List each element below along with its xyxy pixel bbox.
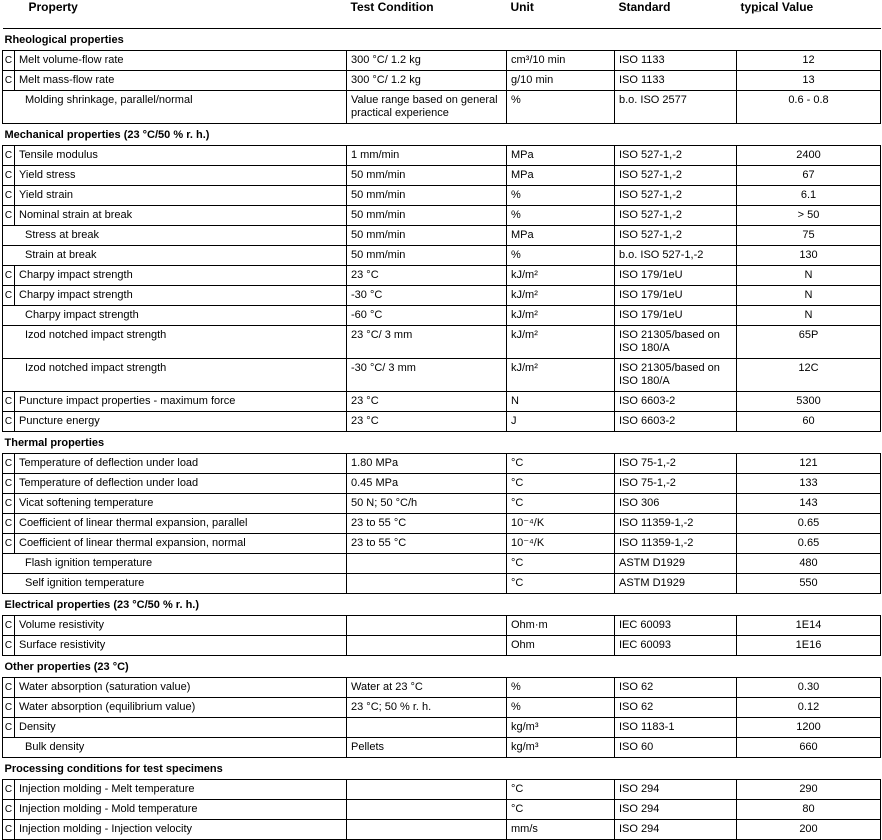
cell-property (3, 51, 347, 71)
header-property: Property (28, 0, 78, 14)
property-name: Charpy impact strength (25, 309, 139, 321)
cell-test-condition: Value range based on general practical experience (347, 91, 507, 124)
section-title: Rheological properties (3, 29, 881, 51)
cell-unit: kg/m³ (507, 738, 615, 758)
table-row (3, 412, 881, 432)
cell-unit: °C (507, 474, 615, 494)
cell-typical-value: 290 (737, 780, 881, 800)
table-row (3, 186, 881, 206)
calculable-flag: C (3, 698, 15, 717)
cell-typical-value: 12C (737, 359, 881, 392)
cell-typical-value: 550 (737, 574, 881, 594)
cell-unit: kJ/m² (507, 326, 615, 359)
cell-standard: ISO 527-1,-2 (615, 206, 737, 226)
calculable-flag (3, 91, 15, 110)
table-row (3, 326, 881, 359)
cell-typical-value: 0.6 - 0.8 (737, 91, 881, 124)
table-row (3, 266, 881, 286)
cell-test-condition: -30 °C/ 3 mm (347, 359, 507, 392)
property-name: Tensile modulus (19, 149, 98, 161)
table-row (3, 246, 881, 266)
cell-unit: °C (507, 494, 615, 514)
cell-standard: ISO 294 (615, 780, 737, 800)
cell-unit: g/10 min (507, 71, 615, 91)
calculable-flag: C (3, 636, 15, 655)
calculable-flag (3, 359, 15, 378)
cell-test-condition: 23 °C (347, 392, 507, 412)
cell-standard: ISO 527-1,-2 (615, 226, 737, 246)
cell-unit: kg/m³ (507, 718, 615, 738)
cell-property (3, 780, 347, 800)
cell-unit: MPa (507, 146, 615, 166)
property-name: Volume resistivity (19, 619, 104, 631)
table-row (3, 286, 881, 306)
cell-standard: ISO 179/1eU (615, 306, 737, 326)
section-title: Processing conditions for test specimens (3, 758, 881, 780)
property-name: Bulk density (25, 741, 85, 753)
property-name: Izod notched impact strength (25, 362, 167, 374)
table-row (3, 206, 881, 226)
cell-typical-value: 5300 (737, 392, 881, 412)
cell-typical-value: 0.30 (737, 678, 881, 698)
table-row (3, 534, 881, 554)
cell-property (3, 166, 347, 186)
header-typical-value (737, 0, 881, 29)
property-name: Melt volume-flow rate (19, 54, 124, 66)
header-typical-value-label: typical Value (740, 0, 814, 14)
cell-test-condition (347, 616, 507, 636)
calculable-flag: C (3, 514, 15, 533)
cell-test-condition (347, 574, 507, 594)
property-name: Temperature of deflection under load (19, 457, 199, 469)
cell-unit: % (507, 91, 615, 124)
cell-standard: b.o. ISO 2577 (615, 91, 737, 124)
cell-typical-value: N (737, 266, 881, 286)
header-standard: Standard (618, 0, 671, 14)
table-row (3, 718, 881, 738)
calculable-flag: C (3, 71, 15, 90)
section-heading-row (3, 656, 881, 678)
cell-test-condition: 23 °C; 50 % r. h. (347, 698, 507, 718)
cell-property (3, 738, 347, 758)
cell-property (3, 359, 347, 392)
property-name: Density (19, 721, 56, 733)
table-row (3, 636, 881, 656)
cell-test-condition (347, 718, 507, 738)
cell-property (3, 554, 347, 574)
table-row (3, 226, 881, 246)
property-name: Charpy impact strength (19, 269, 133, 281)
property-name: Melt mass-flow rate (19, 74, 115, 86)
cell-typical-value: 143 (737, 494, 881, 514)
section-title: Mechanical properties (23 °C/50 % r. h.) (3, 124, 881, 146)
calculable-flag: C (3, 51, 15, 70)
table-row (3, 454, 881, 474)
cell-property (3, 246, 347, 266)
cell-typical-value: 660 (737, 738, 881, 758)
cell-test-condition: -30 °C (347, 286, 507, 306)
table-row (3, 738, 881, 758)
property-name: Nominal strain at break (19, 209, 133, 221)
cell-test-condition: 50 mm/min (347, 226, 507, 246)
cell-test-condition: 23 °C (347, 266, 507, 286)
property-name: Surface resistivity (19, 639, 106, 651)
table-row (3, 91, 881, 124)
header-test-condition: Test Condition (350, 0, 434, 14)
cell-standard: ISO 62 (615, 698, 737, 718)
calculable-flag: C (3, 266, 15, 285)
cell-unit: kJ/m² (507, 266, 615, 286)
cell-standard: ISO 527-1,-2 (615, 186, 737, 206)
property-name: Stress at break (25, 229, 99, 241)
cell-property (3, 91, 347, 124)
cell-unit: kJ/m² (507, 286, 615, 306)
cell-typical-value: 65P (737, 326, 881, 359)
cell-unit: °C (507, 800, 615, 820)
cell-standard: ISO 21305/based on ISO 180/A (615, 359, 737, 392)
cell-typical-value: N (737, 286, 881, 306)
cell-standard: ISO 11359-1,-2 (615, 534, 737, 554)
property-name: Coefficient of linear thermal expansion, parallel (19, 517, 248, 529)
header-unit: Unit (510, 0, 534, 14)
cell-test-condition: 300 °C/ 1.2 kg (347, 51, 507, 71)
cell-typical-value: 13 (737, 71, 881, 91)
cell-typical-value: 80 (737, 800, 881, 820)
calculable-flag: C (3, 494, 15, 513)
calculable-flag: C (3, 166, 15, 185)
cell-property (3, 636, 347, 656)
table-row (3, 554, 881, 574)
cell-typical-value: 1E14 (737, 616, 881, 636)
table-row (3, 166, 881, 186)
table-row (3, 146, 881, 166)
cell-standard: ISO 527-1,-2 (615, 166, 737, 186)
cell-unit: % (507, 678, 615, 698)
cell-standard: ISO 1133 (615, 51, 737, 71)
table-row (3, 574, 881, 594)
cell-property (3, 494, 347, 514)
calculable-flag (3, 246, 15, 265)
property-name: Yield stress (19, 169, 76, 181)
cell-test-condition: 50 mm/min (347, 206, 507, 226)
cell-property (3, 71, 347, 91)
table-row (3, 392, 881, 412)
property-name: Molding shrinkage, parallel/normal (25, 94, 193, 106)
cell-property (3, 800, 347, 820)
calculable-flag: C (3, 186, 15, 205)
section-heading-row (3, 124, 881, 146)
cell-unit: MPa (507, 166, 615, 186)
table-header-row (3, 0, 881, 29)
cell-typical-value: 60 (737, 412, 881, 432)
cell-test-condition: 23 °C (347, 412, 507, 432)
cell-property (3, 266, 347, 286)
cell-unit: Ohm (507, 636, 615, 656)
cell-standard: ISO 179/1eU (615, 286, 737, 306)
cell-test-condition (347, 636, 507, 656)
cell-standard: ISO 1183-1 (615, 718, 737, 738)
cell-property (3, 534, 347, 554)
cell-property (3, 514, 347, 534)
calculable-flag: C (3, 412, 15, 431)
cell-unit: % (507, 206, 615, 226)
property-name: Puncture impact properties - maximum force (19, 395, 236, 407)
cell-property (3, 698, 347, 718)
section-title: Other properties (23 °C) (3, 656, 881, 678)
cell-property (3, 206, 347, 226)
calculable-flag (3, 738, 15, 757)
property-name: Coefficient of linear thermal expansion, normal (19, 537, 246, 549)
cell-test-condition: 50 mm/min (347, 166, 507, 186)
table-row (3, 494, 881, 514)
calculable-flag (3, 306, 15, 325)
cell-property (3, 474, 347, 494)
cell-standard: ISO 75-1,-2 (615, 454, 737, 474)
cell-typical-value: 6.1 (737, 186, 881, 206)
calculable-flag: C (3, 820, 15, 839)
cell-test-condition (347, 820, 507, 840)
cell-standard: ISO 294 (615, 800, 737, 820)
calculable-flag: C (3, 780, 15, 799)
cell-property (3, 146, 347, 166)
calculable-flag: C (3, 392, 15, 411)
calculable-flag: C (3, 286, 15, 305)
calculable-flag: C (3, 474, 15, 493)
calculable-flag (3, 326, 15, 345)
property-name: Self ignition temperature (25, 577, 145, 589)
cell-property (3, 820, 347, 840)
property-name: Injection molding - Mold temperature (19, 803, 198, 815)
property-name: Izod notched impact strength (25, 329, 167, 341)
cell-property (3, 392, 347, 412)
cell-typical-value: 130 (737, 246, 881, 266)
properties-table (2, 0, 881, 840)
table-row (3, 514, 881, 534)
cell-typical-value: 0.65 (737, 534, 881, 554)
cell-standard: ISO 62 (615, 678, 737, 698)
calculable-flag (3, 554, 15, 573)
cell-typical-value: 2400 (737, 146, 881, 166)
cell-standard: ISO 11359-1,-2 (615, 514, 737, 534)
cell-typical-value: > 50 (737, 206, 881, 226)
cell-standard: ISO 294 (615, 820, 737, 840)
cell-property (3, 718, 347, 738)
cell-unit: J (507, 412, 615, 432)
cell-typical-value: 75 (737, 226, 881, 246)
property-name: Charpy impact strength (19, 289, 133, 301)
cell-unit: % (507, 186, 615, 206)
cell-test-condition: 1.80 MPa (347, 454, 507, 474)
calculable-flag: C (3, 800, 15, 819)
cell-unit: mm/s (507, 820, 615, 840)
cell-property (3, 286, 347, 306)
property-name: Water absorption (equilibrium value) (19, 701, 196, 713)
cell-unit: 10⁻⁴/K (507, 534, 615, 554)
cell-unit: 10⁻⁴/K (507, 514, 615, 534)
cell-standard: IEC 60093 (615, 636, 737, 656)
cell-unit: kJ/m² (507, 306, 615, 326)
cell-standard: ISO 1133 (615, 71, 737, 91)
cell-property (3, 454, 347, 474)
cell-test-condition: 50 mm/min (347, 186, 507, 206)
cell-standard: ISO 21305/based on ISO 180/A (615, 326, 737, 359)
property-name: Water absorption (saturation value) (19, 681, 191, 693)
table-row (3, 51, 881, 71)
section-title: Thermal properties (3, 432, 881, 454)
section-heading-row (3, 594, 881, 616)
cell-property (3, 186, 347, 206)
cell-standard: b.o. ISO 527-1,-2 (615, 246, 737, 266)
cell-test-condition (347, 780, 507, 800)
cell-test-condition: -60 °C (347, 306, 507, 326)
cell-typical-value: 480 (737, 554, 881, 574)
cell-unit: N (507, 392, 615, 412)
cell-unit: °C (507, 780, 615, 800)
cell-unit: MPa (507, 226, 615, 246)
header-typical-value-sub: ¯ (754, 11, 761, 23)
cell-unit: °C (507, 574, 615, 594)
cell-unit: °C (507, 554, 615, 574)
cell-test-condition: Pellets (347, 738, 507, 758)
cell-typical-value: 0.65 (737, 514, 881, 534)
cell-unit: % (507, 246, 615, 266)
cell-test-condition: 300 °C/ 1.2 kg (347, 71, 507, 91)
cell-standard: ISO 527-1,-2 (615, 146, 737, 166)
table-row (3, 820, 881, 840)
calculable-flag: C (3, 678, 15, 697)
cell-test-condition: 50 N; 50 °C/h (347, 494, 507, 514)
cell-test-condition: 0.45 MPa (347, 474, 507, 494)
table-row (3, 698, 881, 718)
calculable-flag (3, 226, 15, 245)
table-row (3, 359, 881, 392)
cell-test-condition: 50 mm/min (347, 246, 507, 266)
cell-typical-value: N (737, 306, 881, 326)
section-title: Electrical properties (23 °C/50 % r. h.) (3, 594, 881, 616)
cell-standard: ISO 306 (615, 494, 737, 514)
cell-property (3, 326, 347, 359)
calculable-flag: C (3, 454, 15, 473)
table-row (3, 800, 881, 820)
calculable-flag (3, 574, 15, 593)
calculable-flag: C (3, 534, 15, 553)
cell-typical-value: 1E16 (737, 636, 881, 656)
property-name: Strain at break (25, 249, 97, 261)
table-row (3, 306, 881, 326)
cell-standard: IEC 60093 (615, 616, 737, 636)
cell-test-condition: Water at 23 °C (347, 678, 507, 698)
property-name: Vicat softening temperature (19, 497, 154, 509)
calculable-flag: C (3, 206, 15, 225)
cell-property (3, 306, 347, 326)
section-heading-row (3, 758, 881, 780)
cell-unit: kJ/m² (507, 359, 615, 392)
table-row (3, 474, 881, 494)
cell-test-condition: 1 mm/min (347, 146, 507, 166)
cell-standard: ISO 60 (615, 738, 737, 758)
cell-test-condition (347, 800, 507, 820)
property-name: Puncture energy (19, 415, 100, 427)
table-row (3, 71, 881, 91)
cell-standard: ISO 75-1,-2 (615, 474, 737, 494)
cell-property (3, 226, 347, 246)
cell-unit: % (507, 698, 615, 718)
table-row (3, 616, 881, 636)
cell-property (3, 616, 347, 636)
property-name: Temperature of deflection under load (19, 477, 199, 489)
cell-standard: ASTM D1929 (615, 554, 737, 574)
section-heading-row (3, 432, 881, 454)
calculable-flag: C (3, 616, 15, 635)
property-name: Yield strain (19, 189, 74, 201)
cell-standard: ASTM D1929 (615, 574, 737, 594)
cell-property (3, 412, 347, 432)
cell-standard: ISO 179/1eU (615, 266, 737, 286)
cell-typical-value: 133 (737, 474, 881, 494)
cell-property (3, 574, 347, 594)
calculable-flag: C (3, 146, 15, 165)
cell-test-condition: 23 to 55 °C (347, 534, 507, 554)
cell-test-condition: 23 °C/ 3 mm (347, 326, 507, 359)
cell-test-condition (347, 554, 507, 574)
cell-standard: ISO 6603-2 (615, 412, 737, 432)
section-heading-row (3, 29, 881, 51)
cell-typical-value: 1200 (737, 718, 881, 738)
property-name: Injection molding - Injection velocity (19, 823, 193, 835)
cell-property (3, 678, 347, 698)
cell-typical-value: 121 (737, 454, 881, 474)
cell-standard: ISO 6603-2 (615, 392, 737, 412)
cell-unit: Ohm·m (507, 616, 615, 636)
cell-typical-value: 67 (737, 166, 881, 186)
cell-typical-value: 0.12 (737, 698, 881, 718)
cell-typical-value: 12 (737, 51, 881, 71)
cell-unit: °C (507, 454, 615, 474)
table-row (3, 678, 881, 698)
calculable-flag: C (3, 718, 15, 737)
table-row (3, 780, 881, 800)
cell-test-condition: 23 to 55 °C (347, 514, 507, 534)
cell-typical-value: 200 (737, 820, 881, 840)
property-name: Flash ignition temperature (25, 557, 153, 569)
property-name: Injection molding - Melt temperature (19, 783, 195, 795)
cell-unit: cm³/10 min (507, 51, 615, 71)
